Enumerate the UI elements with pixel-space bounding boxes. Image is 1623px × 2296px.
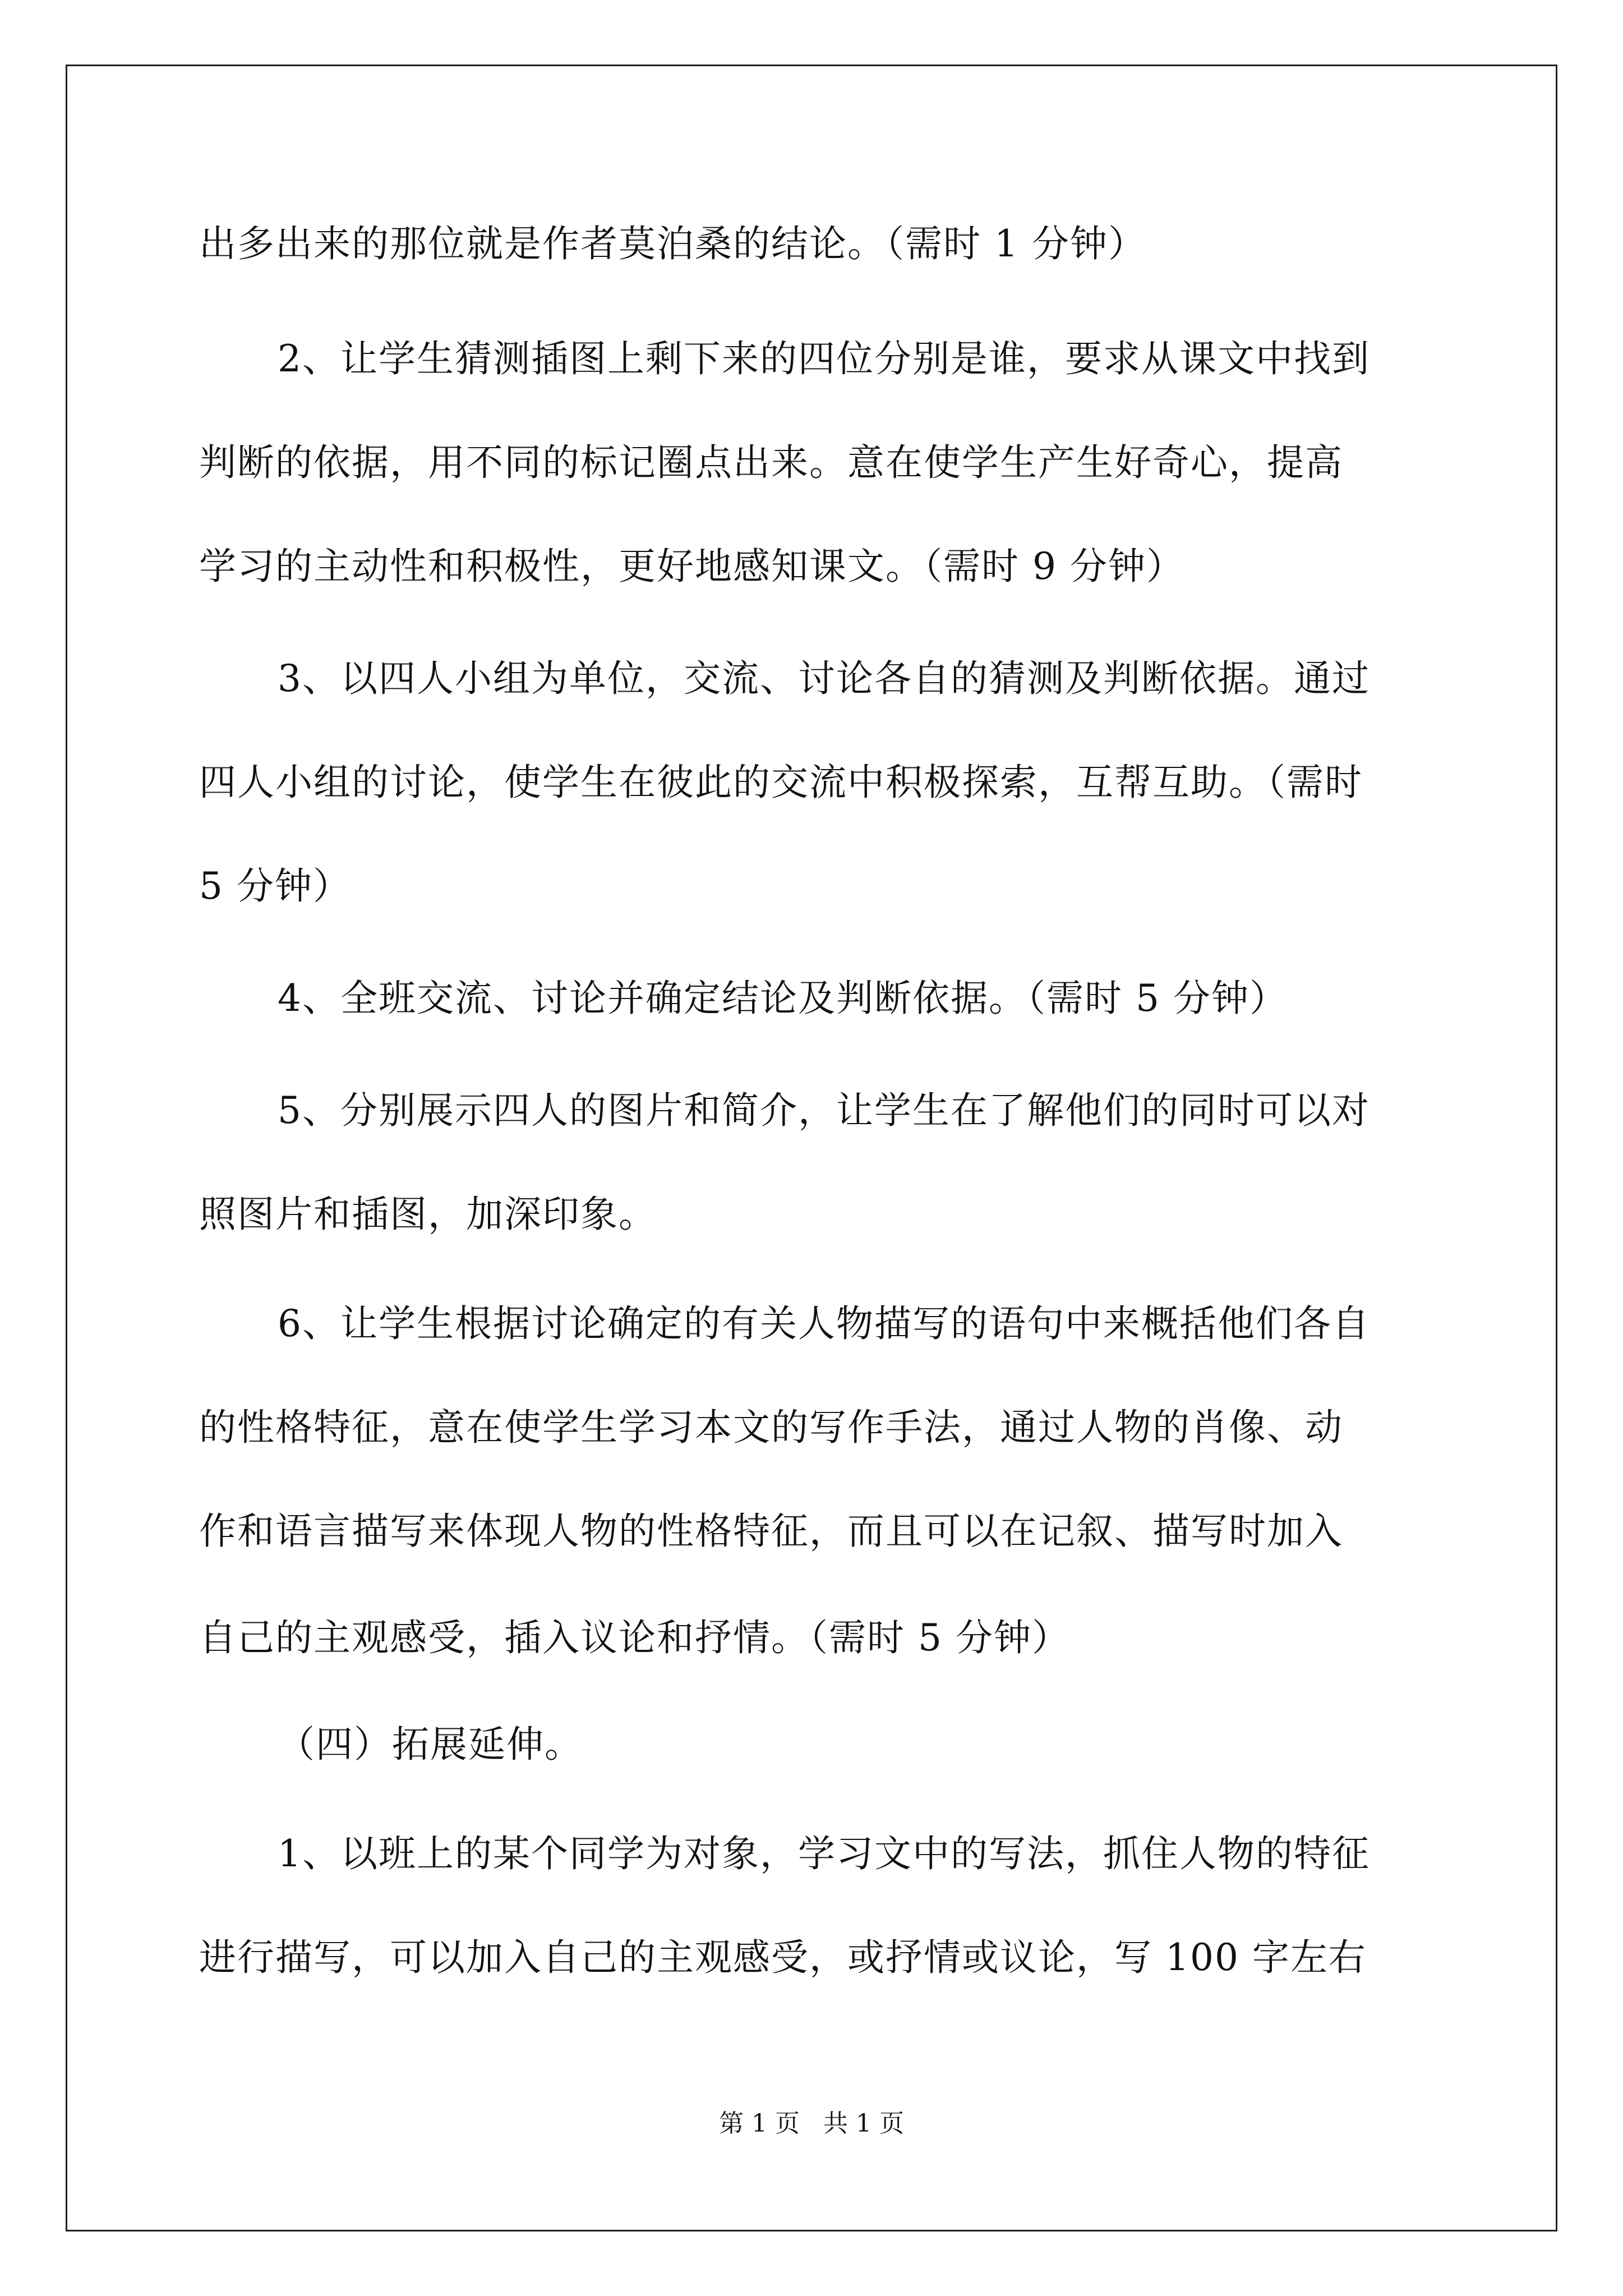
text-line: 5 分钟） [199,864,351,908]
text-line: 学习的主动性和积极性，更好地感知课文。（需时 9 分钟） [199,545,1184,588]
page-border [66,65,1557,2231]
text-line: 进行描写，可以加入自己的主观感受，或抒情或议论，写 100 字左右 [199,1936,1367,1979]
text-line: 照图片和插图，加深印象。 [199,1193,657,1236]
text-line: 2、让学生猜测插图上剩下来的四位分别是谁，要求从课文中找到 [278,337,1370,380]
text-line: 5、分别展示四人的图片和简介，让学生在了解他们的同时可以对 [278,1089,1370,1132]
text-line: 判断的依据，用不同的标记圈点出来。意在使学生产生好奇心，提高 [199,441,1343,484]
text-line: 4、全班交流、讨论并确定结论及判断依据。（需时 5 分钟） [278,977,1288,1020]
text-line: 自己的主观感受，插入议论和抒情。（需时 5 分钟） [199,1616,1070,1659]
text-line: 作和语言描写来体现人物的性格特征，而且可以在记叙、描写时加入 [199,1510,1343,1553]
text-line: 6、让学生根据讨论确定的有关人物描写的语句中来概括他们各自 [278,1302,1370,1345]
text-line: 四人小组的讨论，使学生在彼此的交流中积极探索，互帮互助。（需时 [199,761,1363,804]
text-line: 1、以班上的某个同学为对象，学习文中的写法，抓住人物的特征 [278,1832,1370,1875]
text-line: 出多出来的那位就是作者莫泊桑的结论。（需时 1 分钟） [199,222,1146,265]
text-line: 的性格特征，意在使学生学习本文的写作手法，通过人物的肖像、动 [199,1406,1343,1449]
section-heading: （四）拓展延伸。 [278,1723,583,1766]
page-number-footer: 第 1 页 共 1 页 [719,2109,904,2138]
text-line: 3、以四人小组为单位，交流、讨论各自的猜测及判断依据。通过 [278,657,1370,700]
